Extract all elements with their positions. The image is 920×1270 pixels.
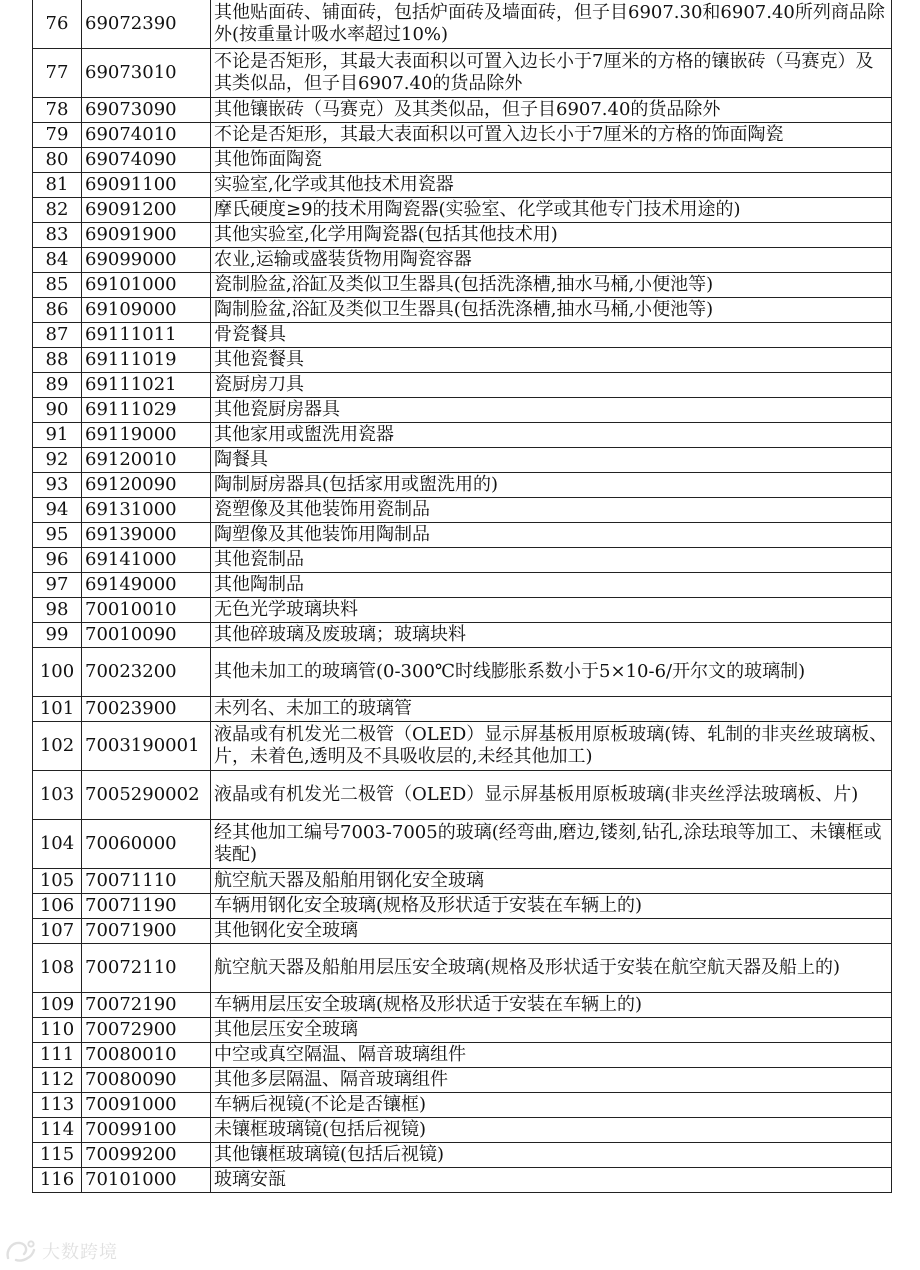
description-cell: 其他多层隔温、隔音玻璃组件 xyxy=(211,1068,892,1093)
table-row xyxy=(33,1018,892,1043)
description-cell: 未列名、未加工的玻璃管 xyxy=(211,697,892,722)
hs-code-cell: 69101000 xyxy=(82,273,211,298)
description-cell: 其他镶框玻璃镜(包括后视镜) xyxy=(211,1143,892,1168)
row-number-cell: 80 xyxy=(33,148,82,173)
description-cell: 其他未加工的玻璃管(0-300℃时线膨胀系数小于5×10-6/开尔文的玻璃制) xyxy=(211,648,892,697)
description-cell: 无色光学玻璃块料 xyxy=(211,598,892,623)
description-cell: 航空航天器及船舶用层压安全玻璃(规格及形状适于安装在航空航天器及船上的) xyxy=(211,944,892,993)
description-cell: 陶制脸盆,浴缸及类似卫生器具(包括洗涤槽,抽水马桶,小便池等) xyxy=(211,298,892,323)
table-row xyxy=(33,473,892,498)
table-row xyxy=(33,573,892,598)
table-body xyxy=(33,0,892,1193)
table-row xyxy=(33,0,892,49)
row-number-cell: 84 xyxy=(33,248,82,273)
hs-code-cell: 69091100 xyxy=(82,173,211,198)
row-number-cell: 102 xyxy=(33,722,82,771)
hs-code-cell: 70023200 xyxy=(82,648,211,697)
table-row xyxy=(33,993,892,1018)
table-row xyxy=(33,1093,892,1118)
description-cell: 骨瓷餐具 xyxy=(211,323,892,348)
table-row xyxy=(33,448,892,473)
row-number-cell: 90 xyxy=(33,398,82,423)
row-number-cell: 100 xyxy=(33,648,82,697)
description-cell: 液晶或有机发光二极管（OLED）显示屏基板用原板玻璃(铸、轧制的非夹丝玻璃板、片，未着色,透明及不具吸收层的,未经其他加工) xyxy=(211,722,892,771)
hs-code-cell: 70072190 xyxy=(82,993,211,1018)
hs-code-cell: 7005290002 xyxy=(82,771,211,820)
row-number-cell: 81 xyxy=(33,173,82,198)
hs-code-cell: 70080010 xyxy=(82,1043,211,1068)
description-cell: 其他钢化安全玻璃 xyxy=(211,919,892,944)
hs-code-cell: 70099200 xyxy=(82,1143,211,1168)
watermark xyxy=(4,1236,118,1266)
hs-code-cell: 69111021 xyxy=(82,373,211,398)
row-number-cell: 105 xyxy=(33,869,82,894)
description-cell: 农业,运输或盛装货物用陶瓷容器 xyxy=(211,248,892,273)
hs-code-cell: 69139000 xyxy=(82,523,211,548)
table-row xyxy=(33,498,892,523)
row-number-cell: 112 xyxy=(33,1068,82,1093)
hs-code-cell: 69074010 xyxy=(82,123,211,148)
row-number-cell: 103 xyxy=(33,771,82,820)
description-cell: 车辆用层压安全玻璃(规格及形状适于安装在车辆上的) xyxy=(211,993,892,1018)
description-cell: 其他瓷制品 xyxy=(211,548,892,573)
row-number-cell: 104 xyxy=(33,820,82,869)
table-row xyxy=(33,248,892,273)
table-row xyxy=(33,373,892,398)
row-number-cell: 96 xyxy=(33,548,82,573)
hs-code-cell: 69111011 xyxy=(82,323,211,348)
hs-code-cell: 69131000 xyxy=(82,498,211,523)
table-row xyxy=(33,173,892,198)
table-row xyxy=(33,348,892,373)
description-cell: 其他镶嵌砖（马赛克）及其类似品，但子目6907.40的货品除外 xyxy=(211,98,892,123)
hs-code-cell: 69141000 xyxy=(82,548,211,573)
hs-code-cell: 69109000 xyxy=(82,298,211,323)
row-number-cell: 109 xyxy=(33,993,82,1018)
table-row xyxy=(33,820,892,869)
row-number-cell: 77 xyxy=(33,49,82,98)
table-row xyxy=(33,598,892,623)
row-number-cell: 87 xyxy=(33,323,82,348)
hs-code-cell: 70091000 xyxy=(82,1093,211,1118)
table-row xyxy=(33,398,892,423)
table-row xyxy=(33,223,892,248)
table-row xyxy=(33,148,892,173)
description-cell: 其他层压安全玻璃 xyxy=(211,1018,892,1043)
row-number-cell: 101 xyxy=(33,697,82,722)
watermark-text: 大数跨境 xyxy=(42,1242,118,1263)
table-row xyxy=(33,523,892,548)
row-number-cell: 93 xyxy=(33,473,82,498)
row-number-cell: 86 xyxy=(33,298,82,323)
row-number-cell: 79 xyxy=(33,123,82,148)
hs-code-cell: 69091900 xyxy=(82,223,211,248)
row-number-cell: 89 xyxy=(33,373,82,398)
table-row xyxy=(33,919,892,944)
row-number-cell: 98 xyxy=(33,598,82,623)
description-cell: 车辆后视镜(不论是否镶框) xyxy=(211,1093,892,1118)
row-number-cell: 114 xyxy=(33,1118,82,1143)
hs-code-cell: 69119000 xyxy=(82,423,211,448)
table-row xyxy=(33,1068,892,1093)
description-cell: 航空航天器及船舶用钢化安全玻璃 xyxy=(211,869,892,894)
table-row xyxy=(33,1143,892,1168)
row-number-cell: 85 xyxy=(33,273,82,298)
row-number-cell: 113 xyxy=(33,1093,82,1118)
row-number-cell: 115 xyxy=(33,1143,82,1168)
table-row xyxy=(33,198,892,223)
table-row xyxy=(33,49,892,98)
hs-code-cell: 70060000 xyxy=(82,820,211,869)
row-number-cell: 83 xyxy=(33,223,82,248)
table-row xyxy=(33,771,892,820)
description-cell: 瓷厨房刀具 xyxy=(211,373,892,398)
description-cell: 不论是否矩形，其最大表面积以可置入边长小于7厘米的方格的镶嵌砖（马赛克）及其类似品，但子目6907.40的货品除外 xyxy=(211,49,892,98)
description-cell: 摩氏硬度≥9的技术用陶瓷器(实验室、化学或其他专门技术用途的) xyxy=(211,198,892,223)
row-number-cell: 95 xyxy=(33,523,82,548)
table-row xyxy=(33,273,892,298)
hs-code-cell: 70071110 xyxy=(82,869,211,894)
table-row xyxy=(33,648,892,697)
row-number-cell: 108 xyxy=(33,944,82,993)
row-number-cell: 78 xyxy=(33,98,82,123)
table-row xyxy=(33,722,892,771)
row-number-cell: 99 xyxy=(33,623,82,648)
row-number-cell: 76 xyxy=(33,0,82,49)
tariff-code-table xyxy=(32,0,892,1193)
description-cell: 陶塑像及其他装饰用陶制品 xyxy=(211,523,892,548)
hs-code-cell: 69120010 xyxy=(82,448,211,473)
description-cell: 其他家用或盥洗用瓷器 xyxy=(211,423,892,448)
hs-code-cell: 70099100 xyxy=(82,1118,211,1143)
description-cell: 其他瓷厨房器具 xyxy=(211,398,892,423)
row-number-cell: 110 xyxy=(33,1018,82,1043)
table-row xyxy=(33,944,892,993)
hs-code-cell: 69099000 xyxy=(82,248,211,273)
description-cell: 陶制厨房器具(包括家用或盥洗用的) xyxy=(211,473,892,498)
table-row xyxy=(33,1043,892,1068)
description-cell: 未镶框玻璃镜(包括后视镜) xyxy=(211,1118,892,1143)
table-row xyxy=(33,623,892,648)
description-cell: 其他实验室,化学用陶瓷器(包括其他技术用) xyxy=(211,223,892,248)
row-number-cell: 111 xyxy=(33,1043,82,1068)
hs-code-cell: 70010010 xyxy=(82,598,211,623)
hs-code-cell: 69149000 xyxy=(82,573,211,598)
description-cell: 车辆用钢化安全玻璃(规格及形状适于安装在车辆上的) xyxy=(211,894,892,919)
description-cell: 液晶或有机发光二极管（OLED）显示屏基板用原板玻璃(非夹丝浮法玻璃板、片) xyxy=(211,771,892,820)
hs-code-cell: 70080090 xyxy=(82,1068,211,1093)
hs-code-cell: 69072390 xyxy=(82,0,211,49)
table-row xyxy=(33,548,892,573)
description-cell: 瓷制脸盆,浴缸及类似卫生器具(包括洗涤槽,抽水马桶,小便池等) xyxy=(211,273,892,298)
row-number-cell: 97 xyxy=(33,573,82,598)
row-number-cell: 107 xyxy=(33,919,82,944)
table-row xyxy=(33,298,892,323)
row-number-cell: 82 xyxy=(33,198,82,223)
description-cell: 瓷塑像及其他装饰用瓷制品 xyxy=(211,498,892,523)
hs-code-cell: 70010090 xyxy=(82,623,211,648)
hs-code-cell: 70072110 xyxy=(82,944,211,993)
hs-code-cell: 69111019 xyxy=(82,348,211,373)
table-row xyxy=(33,1168,892,1193)
description-cell: 其他碎玻璃及废玻璃；玻璃块料 xyxy=(211,623,892,648)
row-number-cell: 94 xyxy=(33,498,82,523)
hs-code-cell: 69074090 xyxy=(82,148,211,173)
table-row xyxy=(33,323,892,348)
description-cell: 其他瓷餐具 xyxy=(211,348,892,373)
row-number-cell: 88 xyxy=(33,348,82,373)
hs-code-cell: 70101000 xyxy=(82,1168,211,1193)
table-row xyxy=(33,98,892,123)
row-number-cell: 91 xyxy=(33,423,82,448)
table-row xyxy=(33,1118,892,1143)
hs-code-cell: 70023900 xyxy=(82,697,211,722)
hs-code-cell: 70072900 xyxy=(82,1018,211,1043)
description-cell: 不论是否矩形，其最大表面积以可置入边长小于7厘米的方格的饰面陶瓷 xyxy=(211,123,892,148)
brand-logo-icon xyxy=(4,1238,38,1264)
table-row xyxy=(33,423,892,448)
hs-code-cell: 70071190 xyxy=(82,894,211,919)
table-row xyxy=(33,869,892,894)
hs-code-cell: 69091200 xyxy=(82,198,211,223)
row-number-cell: 106 xyxy=(33,894,82,919)
hs-code-cell: 69073010 xyxy=(82,49,211,98)
row-number-cell: 116 xyxy=(33,1168,82,1193)
description-cell: 中空或真空隔温、隔音玻璃组件 xyxy=(211,1043,892,1068)
description-cell: 经其他加工编号7003-7005的玻璃(经弯曲,磨边,镂刻,钻孔,涂珐琅等加工、未镶框或装配) xyxy=(211,820,892,869)
hs-code-cell: 70071900 xyxy=(82,919,211,944)
description-cell: 陶餐具 xyxy=(211,448,892,473)
table-row xyxy=(33,697,892,722)
table-row xyxy=(33,123,892,148)
row-number-cell: 92 xyxy=(33,448,82,473)
description-cell: 其他陶制品 xyxy=(211,573,892,598)
hs-code-cell: 69073090 xyxy=(82,98,211,123)
hs-code-cell: 7003190001 xyxy=(82,722,211,771)
description-cell: 玻璃安瓿 xyxy=(211,1168,892,1193)
table-row xyxy=(33,894,892,919)
description-cell: 实验室,化学或其他技术用瓷器 xyxy=(211,173,892,198)
description-cell: 其他贴面砖、铺面砖，包括炉面砖及墙面砖，但子目6907.30和6907.40所列商品除外(按重量计吸水率超过10%) xyxy=(211,0,892,49)
hs-code-cell: 69111029 xyxy=(82,398,211,423)
description-cell: 其他饰面陶瓷 xyxy=(211,148,892,173)
hs-code-cell: 69120090 xyxy=(82,473,211,498)
